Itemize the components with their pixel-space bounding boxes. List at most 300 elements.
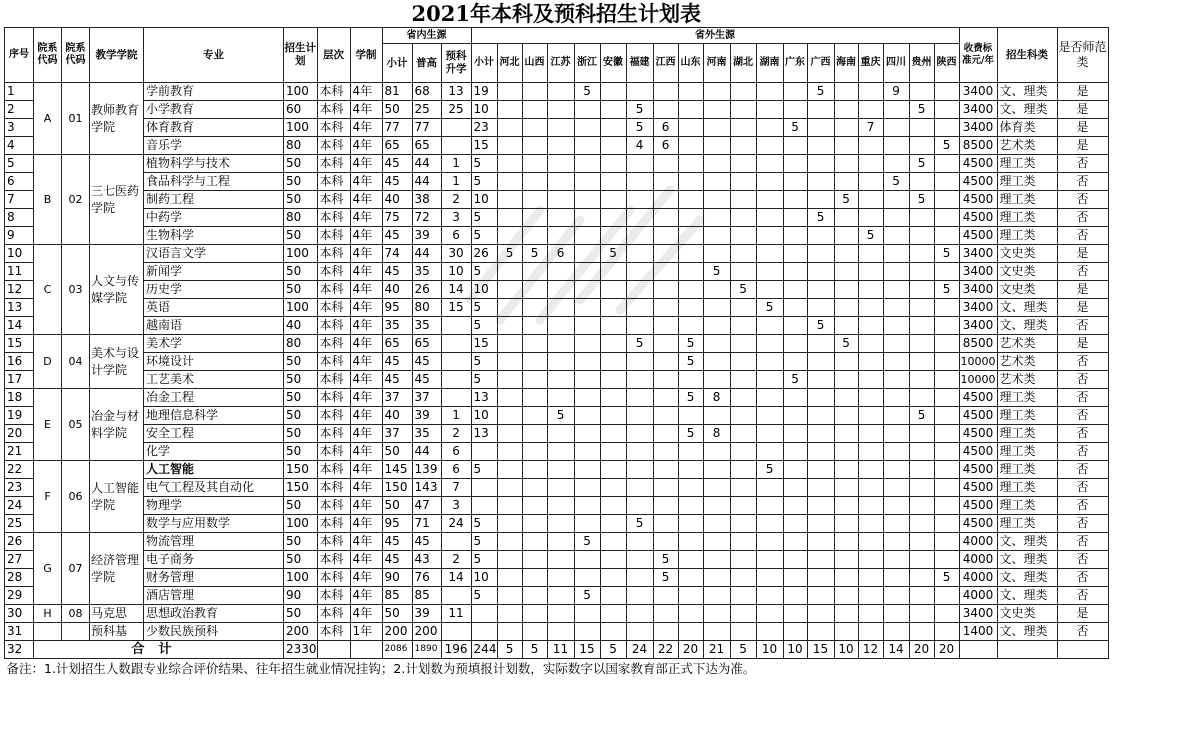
category-cell[interactable]: 理工类	[997, 461, 1057, 479]
province-cell[interactable]: 5	[678, 353, 703, 371]
level-cell[interactable]: 本科	[317, 101, 350, 119]
province-cell[interactable]	[678, 497, 703, 515]
province-cell[interactable]	[934, 479, 959, 497]
province-cell[interactable]	[626, 191, 653, 209]
province-cell[interactable]	[783, 209, 807, 227]
fee-cell[interactable]: 3400	[959, 317, 997, 335]
province-cell[interactable]	[858, 569, 883, 587]
province-cell[interactable]	[522, 209, 547, 227]
normal-cell[interactable]: 是	[1057, 299, 1108, 317]
province-cell[interactable]	[858, 551, 883, 569]
in-prep-cell[interactable]	[441, 335, 471, 353]
province-cell[interactable]	[883, 155, 909, 173]
in-subtotal-cell[interactable]: 45	[382, 173, 412, 191]
province-cell[interactable]	[547, 479, 574, 497]
duration-cell[interactable]: 4年	[350, 209, 382, 227]
province-cell[interactable]	[883, 371, 909, 389]
seq-cell[interactable]: 22	[5, 461, 34, 479]
category-cell[interactable]: 理工类	[997, 497, 1057, 515]
province-cell[interactable]	[883, 245, 909, 263]
normal-cell[interactable]: 否	[1057, 173, 1108, 191]
sheet-title[interactable]: 2021年本科及预科招生计划表	[411, 1, 701, 26]
province-cell[interactable]	[497, 515, 522, 533]
province-cell[interactable]: 5	[807, 209, 834, 227]
province-cell[interactable]	[783, 101, 807, 119]
in-general-cell[interactable]: 44	[412, 173, 441, 191]
province-cell[interactable]	[730, 515, 756, 533]
province-cell[interactable]: 5	[934, 245, 959, 263]
province-cell[interactable]	[730, 533, 756, 551]
province-cell[interactable]	[547, 263, 574, 281]
province-cell[interactable]	[730, 191, 756, 209]
province-cell[interactable]	[807, 173, 834, 191]
province-cell[interactable]	[730, 83, 756, 101]
fee-cell[interactable]: 4500	[959, 173, 997, 191]
in-subtotal-cell[interactable]: 37	[382, 389, 412, 407]
province-cell[interactable]	[653, 425, 678, 443]
plan-cell[interactable]: 100	[284, 83, 318, 101]
province-cell[interactable]	[834, 173, 858, 191]
province-cell[interactable]	[653, 515, 678, 533]
duration-cell[interactable]: 4年	[350, 191, 382, 209]
province-cell[interactable]	[756, 281, 783, 299]
plan-cell[interactable]: 50	[284, 425, 318, 443]
major-cell[interactable]: 历史学	[144, 281, 284, 299]
category-cell[interactable]: 艺术类	[997, 335, 1057, 353]
province-cell[interactable]	[626, 245, 653, 263]
major-cell[interactable]: 汉语言文学	[144, 245, 284, 263]
province-cell[interactable]	[883, 407, 909, 425]
province-cell[interactable]	[574, 407, 600, 425]
fee-cell[interactable]: 3400	[959, 605, 997, 623]
fee-cell[interactable]: 8500	[959, 137, 997, 155]
province-cell[interactable]	[678, 443, 703, 461]
province-cell[interactable]	[574, 335, 600, 353]
in-subtotal-cell[interactable]: 45	[382, 155, 412, 173]
province-cell[interactable]	[626, 407, 653, 425]
province-cell[interactable]	[834, 155, 858, 173]
province-cell[interactable]	[783, 497, 807, 515]
plan-cell[interactable]: 50	[284, 533, 318, 551]
college-cell[interactable]: 人工智能学院	[90, 461, 144, 533]
duration-cell[interactable]: 4年	[350, 353, 382, 371]
province-cell[interactable]	[934, 299, 959, 317]
province-cell[interactable]	[574, 191, 600, 209]
level-cell[interactable]: 本科	[317, 389, 350, 407]
category-cell[interactable]: 文史类	[997, 263, 1057, 281]
province-cell[interactable]	[858, 425, 883, 443]
province-cell[interactable]	[909, 551, 934, 569]
province-cell[interactable]	[703, 119, 730, 137]
duration-cell[interactable]: 4年	[350, 443, 382, 461]
in-prep-cell[interactable]: 1	[441, 155, 471, 173]
province-cell[interactable]	[547, 569, 574, 587]
fee-cell[interactable]: 4500	[959, 515, 997, 533]
duration-cell[interactable]: 4年	[350, 227, 382, 245]
plan-cell[interactable]: 90	[284, 587, 318, 605]
province-cell[interactable]	[522, 119, 547, 137]
province-cell[interactable]	[807, 389, 834, 407]
province-cell[interactable]	[497, 281, 522, 299]
province-cell[interactable]	[934, 623, 959, 641]
province-cell[interactable]	[883, 479, 909, 497]
province-cell[interactable]	[600, 191, 626, 209]
province-cell[interactable]	[574, 479, 600, 497]
out-subtotal-cell[interactable]	[471, 479, 497, 497]
table-row[interactable]	[5, 605, 1109, 623]
province-cell[interactable]	[883, 425, 909, 443]
in-subtotal-cell[interactable]: 45	[382, 551, 412, 569]
table-row[interactable]	[5, 281, 1109, 299]
fee-cell[interactable]: 4500	[959, 227, 997, 245]
province-cell[interactable]	[807, 335, 834, 353]
in-general-cell[interactable]: 65	[412, 137, 441, 155]
college-cell[interactable]: 教师教育学院	[90, 83, 144, 155]
in-prep-cell[interactable]: 25	[441, 101, 471, 119]
province-cell[interactable]	[807, 191, 834, 209]
normal-cell[interactable]: 否	[1057, 371, 1108, 389]
in-general-cell[interactable]: 39	[412, 605, 441, 623]
out-subtotal-cell[interactable]: 26	[471, 245, 497, 263]
total-out-cell[interactable]: 15	[574, 641, 600, 659]
fee-cell[interactable]: 4500	[959, 461, 997, 479]
province-cell[interactable]	[574, 155, 600, 173]
province-cell[interactable]	[783, 533, 807, 551]
fee-cell[interactable]: 3400	[959, 245, 997, 263]
normal-cell[interactable]: 否	[1057, 479, 1108, 497]
province-cell[interactable]	[547, 551, 574, 569]
header-province-2[interactable]: 山西	[522, 44, 547, 83]
province-cell[interactable]	[600, 353, 626, 371]
province-cell[interactable]	[934, 191, 959, 209]
province-cell[interactable]: 5	[783, 119, 807, 137]
province-cell[interactable]	[834, 353, 858, 371]
total-duration-cell[interactable]	[350, 641, 382, 659]
province-cell[interactable]	[653, 605, 678, 623]
duration-cell[interactable]: 4年	[350, 551, 382, 569]
province-cell[interactable]	[756, 479, 783, 497]
out-subtotal-cell[interactable]: 5	[471, 317, 497, 335]
province-cell[interactable]	[834, 281, 858, 299]
province-cell[interactable]	[783, 443, 807, 461]
province-cell[interactable]	[522, 299, 547, 317]
province-cell[interactable]	[653, 263, 678, 281]
plan-cell[interactable]: 50	[284, 551, 318, 569]
province-cell[interactable]: 9	[883, 83, 909, 101]
normal-cell[interactable]: 是	[1057, 83, 1108, 101]
province-cell[interactable]	[497, 605, 522, 623]
seq-cell[interactable]: 16	[5, 353, 34, 371]
province-cell[interactable]	[703, 173, 730, 191]
province-cell[interactable]	[756, 335, 783, 353]
province-cell[interactable]	[626, 425, 653, 443]
in-subtotal-cell[interactable]: 150	[382, 479, 412, 497]
province-cell[interactable]	[756, 245, 783, 263]
province-cell[interactable]	[783, 245, 807, 263]
province-cell[interactable]	[574, 227, 600, 245]
province-cell[interactable]	[522, 155, 547, 173]
province-cell[interactable]	[858, 281, 883, 299]
province-cell[interactable]	[834, 389, 858, 407]
province-cell[interactable]	[834, 425, 858, 443]
province-cell[interactable]	[834, 623, 858, 641]
province-cell[interactable]	[883, 335, 909, 353]
province-cell[interactable]	[600, 407, 626, 425]
province-cell[interactable]	[909, 317, 934, 335]
major-cell[interactable]: 数学与应用数学	[144, 515, 284, 533]
province-cell[interactable]	[678, 119, 703, 137]
province-cell[interactable]	[703, 623, 730, 641]
province-cell[interactable]	[756, 623, 783, 641]
province-cell[interactable]	[834, 101, 858, 119]
province-cell[interactable]	[600, 227, 626, 245]
province-cell[interactable]	[703, 227, 730, 245]
table-row[interactable]	[5, 317, 1109, 335]
province-cell[interactable]	[547, 425, 574, 443]
plan-cell[interactable]: 50	[284, 371, 318, 389]
fee-cell[interactable]: 4500	[959, 209, 997, 227]
seq-cell[interactable]: 4	[5, 137, 34, 155]
province-cell[interactable]	[807, 353, 834, 371]
out-subtotal-cell[interactable]: 15	[471, 137, 497, 155]
seq-cell[interactable]: 17	[5, 371, 34, 389]
province-cell[interactable]	[934, 317, 959, 335]
duration-cell[interactable]: 4年	[350, 461, 382, 479]
college-cell[interactable]: 经济管理学院	[90, 533, 144, 605]
province-cell[interactable]	[703, 245, 730, 263]
province-cell[interactable]	[783, 191, 807, 209]
province-cell[interactable]	[600, 623, 626, 641]
header-province-0[interactable]: 小计	[471, 44, 497, 83]
province-cell[interactable]	[909, 299, 934, 317]
province-cell[interactable]	[678, 83, 703, 101]
in-general-cell[interactable]: 85	[412, 587, 441, 605]
plan-cell[interactable]: 50	[284, 497, 318, 515]
plan-cell[interactable]: 80	[284, 137, 318, 155]
province-cell[interactable]	[653, 497, 678, 515]
province-cell[interactable]	[626, 263, 653, 281]
province-cell[interactable]: 5	[909, 155, 934, 173]
major-cell[interactable]: 生物科学	[144, 227, 284, 245]
province-cell[interactable]	[934, 263, 959, 281]
in-subtotal-cell[interactable]: 95	[382, 299, 412, 317]
plan-cell[interactable]: 50	[284, 443, 318, 461]
normal-cell[interactable]: 是	[1057, 137, 1108, 155]
seq-cell[interactable]: 30	[5, 605, 34, 623]
plan-cell[interactable]: 50	[284, 353, 318, 371]
province-cell[interactable]	[497, 299, 522, 317]
province-cell[interactable]	[756, 209, 783, 227]
table-row[interactable]	[5, 461, 1109, 479]
province-cell[interactable]	[807, 407, 834, 425]
province-cell[interactable]	[807, 605, 834, 623]
province-cell[interactable]	[858, 245, 883, 263]
province-cell[interactable]	[574, 515, 600, 533]
in-subtotal-cell[interactable]: 50	[382, 101, 412, 119]
province-cell[interactable]	[934, 587, 959, 605]
in-prep-cell[interactable]: 6	[441, 443, 471, 461]
province-cell[interactable]	[934, 83, 959, 101]
province-cell[interactable]	[547, 587, 574, 605]
province-cell[interactable]	[883, 101, 909, 119]
province-cell[interactable]	[653, 173, 678, 191]
province-cell[interactable]	[678, 245, 703, 263]
province-cell[interactable]	[703, 101, 730, 119]
out-subtotal-cell[interactable]: 5	[471, 587, 497, 605]
in-subtotal-cell[interactable]: 77	[382, 119, 412, 137]
table-row[interactable]	[5, 515, 1109, 533]
province-cell[interactable]	[834, 137, 858, 155]
total-row[interactable]	[5, 641, 1109, 659]
table-row[interactable]	[5, 155, 1109, 173]
category-cell[interactable]: 文、理类	[997, 317, 1057, 335]
province-cell[interactable]	[858, 623, 883, 641]
level-cell[interactable]: 本科	[317, 263, 350, 281]
province-cell[interactable]	[934, 101, 959, 119]
in-subtotal-cell[interactable]: 95	[382, 515, 412, 533]
province-cell[interactable]: 5	[756, 299, 783, 317]
province-cell[interactable]	[883, 191, 909, 209]
plan-cell[interactable]: 50	[284, 191, 318, 209]
in-general-cell[interactable]: 200	[412, 623, 441, 641]
college-cell[interactable]: 人文与传媒学院	[90, 245, 144, 335]
level-cell[interactable]: 本科	[317, 281, 350, 299]
province-cell[interactable]	[934, 533, 959, 551]
in-subtotal-cell[interactable]: 40	[382, 281, 412, 299]
dept-letter-cell[interactable]: E	[34, 389, 62, 461]
province-cell[interactable]	[522, 425, 547, 443]
major-cell[interactable]: 思想政治教育	[144, 605, 284, 623]
province-cell[interactable]	[834, 263, 858, 281]
major-cell[interactable]: 制药工程	[144, 191, 284, 209]
province-cell[interactable]	[730, 605, 756, 623]
province-cell[interactable]	[497, 425, 522, 443]
province-cell[interactable]	[807, 281, 834, 299]
province-cell[interactable]	[756, 353, 783, 371]
province-cell[interactable]	[703, 191, 730, 209]
province-cell[interactable]	[756, 605, 783, 623]
level-cell[interactable]: 本科	[317, 515, 350, 533]
province-cell[interactable]	[497, 533, 522, 551]
province-cell[interactable]	[653, 155, 678, 173]
category-cell[interactable]: 理工类	[997, 515, 1057, 533]
dept-code-cell[interactable]: 03	[62, 245, 90, 335]
province-cell[interactable]	[522, 497, 547, 515]
plan-cell[interactable]: 50	[284, 227, 318, 245]
out-subtotal-cell[interactable]: 23	[471, 119, 497, 137]
in-prep-cell[interactable]: 1	[441, 407, 471, 425]
college-cell[interactable]: 美术与设计学院	[90, 335, 144, 389]
province-cell[interactable]	[934, 335, 959, 353]
province-cell[interactable]: 5	[934, 137, 959, 155]
province-cell[interactable]	[883, 605, 909, 623]
level-cell[interactable]: 本科	[317, 245, 350, 263]
province-cell[interactable]	[497, 335, 522, 353]
table-row[interactable]	[5, 353, 1109, 371]
total-out-cell[interactable]: 5	[522, 641, 547, 659]
province-cell[interactable]	[909, 587, 934, 605]
province-cell[interactable]: 5	[626, 335, 653, 353]
duration-cell[interactable]: 4年	[350, 101, 382, 119]
province-cell[interactable]	[883, 551, 909, 569]
in-subtotal-cell[interactable]: 85	[382, 587, 412, 605]
province-cell[interactable]	[547, 353, 574, 371]
table-row[interactable]	[5, 623, 1109, 641]
province-cell[interactable]	[678, 605, 703, 623]
normal-cell[interactable]: 否	[1057, 227, 1108, 245]
dept-code-cell[interactable]: 06	[62, 461, 90, 533]
province-cell[interactable]	[653, 227, 678, 245]
province-cell[interactable]	[934, 497, 959, 515]
province-cell[interactable]	[678, 551, 703, 569]
total-out-cell[interactable]: 11	[547, 641, 574, 659]
seq-cell[interactable]: 25	[5, 515, 34, 533]
province-cell[interactable]	[807, 299, 834, 317]
in-general-cell[interactable]: 44	[412, 245, 441, 263]
normal-cell[interactable]: 否	[1057, 317, 1108, 335]
province-cell[interactable]	[626, 281, 653, 299]
fee-cell[interactable]: 3400	[959, 83, 997, 101]
in-general-cell[interactable]: 45	[412, 533, 441, 551]
table-row[interactable]	[5, 83, 1109, 101]
in-general-cell[interactable]: 143	[412, 479, 441, 497]
province-cell[interactable]	[522, 443, 547, 461]
in-prep-cell[interactable]: 30	[441, 245, 471, 263]
province-cell[interactable]	[858, 515, 883, 533]
out-subtotal-cell[interactable]: 13	[471, 425, 497, 443]
province-cell[interactable]	[600, 425, 626, 443]
table-row[interactable]	[5, 335, 1109, 353]
province-cell[interactable]	[858, 605, 883, 623]
province-cell[interactable]	[497, 353, 522, 371]
province-cell[interactable]	[653, 407, 678, 425]
province-cell[interactable]	[807, 443, 834, 461]
province-cell[interactable]	[756, 173, 783, 191]
level-cell[interactable]: 本科	[317, 335, 350, 353]
province-cell[interactable]	[547, 191, 574, 209]
province-cell[interactable]: 4	[626, 137, 653, 155]
province-cell[interactable]	[909, 137, 934, 155]
province-cell[interactable]	[834, 569, 858, 587]
province-cell[interactable]	[834, 533, 858, 551]
province-cell[interactable]: 5	[678, 389, 703, 407]
province-cell[interactable]	[909, 83, 934, 101]
province-cell[interactable]	[497, 173, 522, 191]
province-cell[interactable]	[858, 353, 883, 371]
major-cell[interactable]: 冶金工程	[144, 389, 284, 407]
province-cell[interactable]: 5	[626, 515, 653, 533]
in-general-cell[interactable]: 65	[412, 335, 441, 353]
header-in-general[interactable]: 普高	[412, 44, 441, 83]
province-cell[interactable]	[703, 299, 730, 317]
province-cell[interactable]	[730, 263, 756, 281]
province-cell[interactable]	[934, 353, 959, 371]
in-general-cell[interactable]: 39	[412, 407, 441, 425]
province-cell[interactable]	[600, 497, 626, 515]
category-cell[interactable]: 文史类	[997, 281, 1057, 299]
province-cell[interactable]	[547, 389, 574, 407]
province-cell[interactable]	[883, 299, 909, 317]
province-cell[interactable]	[858, 317, 883, 335]
province-cell[interactable]	[730, 587, 756, 605]
province-cell[interactable]	[858, 83, 883, 101]
normal-cell[interactable]: 否	[1057, 407, 1108, 425]
province-cell[interactable]	[909, 389, 934, 407]
province-cell[interactable]	[909, 479, 934, 497]
province-cell[interactable]	[626, 155, 653, 173]
province-cell[interactable]	[522, 515, 547, 533]
province-cell[interactable]	[522, 101, 547, 119]
